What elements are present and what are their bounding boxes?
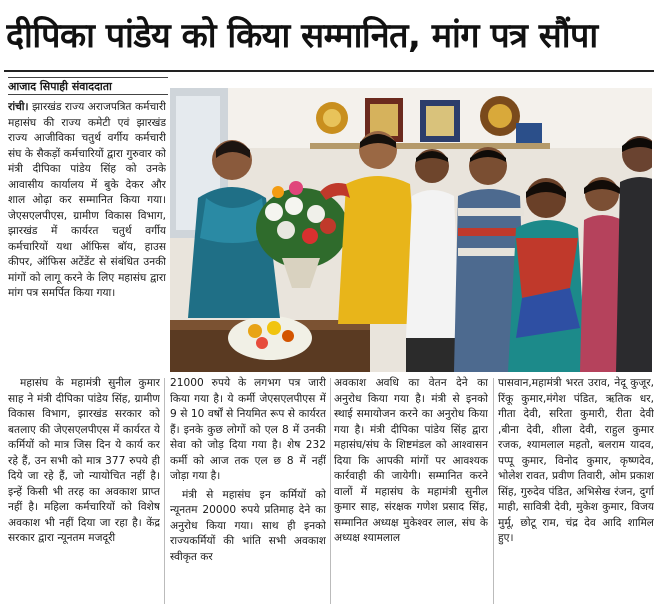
- column-b-text-1: 21000 रुपये के लगभग पत्र जारी किया गया है। ये कर्मी जेएसएलपीएस में 9 से 10 वर्षों से नियमित रूप से कार्यरत हैं। इनके कुछ लोगों को एल 8 में उनकी सेवा को जोड़ दिया गया है। शेष 232 कर्मी को आज तक एल छ 8 में नहीं जोड़ा गया है।: [170, 377, 326, 482]
- column-d-text: पासवान,महामंत्री भरत उराव, नेदू कुजूर, रिंकू कुमार,मंगेश पंडित, ऋतिक धर, गीता देवी, सरिता कुमारी, रीता देवी ,बीना देवी, शीला देवी, राहुल कुमार रजक, श्यामलाल महतो, बलराम यादव, पप्पू कुमार, विनोद कुमार, कृष्णदेव, भोलेश रावत, प्रवीण तिवारी, ओम प्रकाश सिंह, गुरुदेव पंडित, अभिसेख रंजन, दुर्गा माही, सावित्री देवी, मुकेश कुमार, विजय मुर्मू, छोटू राम, चंद्र देव आदि शामिल हुए।: [498, 377, 654, 544]
- column-c: [334, 376, 488, 608]
- headline: दीपिका पांडेय को किया सम्मानित, मांग पत्र सौंपा: [6, 16, 598, 56]
- column-b-text-2: मंत्री से महासंघ इन कर्मियों को न्यूनतम 20000 रुपये प्रतिमाह देने का अनुरोध किया गया। साथ ही इनको राज्यकर्मियों की भांति सभी अवकाश स्वीकृत कर: [170, 488, 326, 563]
- column-b: [170, 376, 326, 608]
- column-a: [8, 376, 160, 608]
- byline: आजाद सिपाही संवाददाता: [8, 77, 168, 95]
- column-a-text: महासंघ के महामंत्री सुनील कुमार साह ने मंत्री दीपिका पांडेय सिंह, ग्रामीण विकास विभाग, झारखंड सरकार को बतलाए की जेएसएलपीएस में कार्यरत ये कर्मियों को मात्र जिस दिन ये कार्य कर रहे हैं, उन सभी को मात्र 377 रुपये ही दिये जा रहे हैं, जो न्यायोचित नहीं है। इन्हें किसी भी तरह का अवकाश प्राप्त नहीं है। महिला कर्मचारियों को विशेष अवकाश भी नहीं दिया जा रहा है। केंद्र सरकार द्वारा न्यूनतम मजदूरी: [8, 377, 160, 544]
- column-divider: [330, 378, 331, 604]
- photo-illustration: [170, 88, 652, 372]
- column-divider: [164, 378, 165, 604]
- column-d: [498, 376, 654, 608]
- intro-column: [8, 100, 166, 372]
- news-photo: [170, 88, 652, 372]
- intro-text: झारखंड राज्य अराजपत्रित कर्मचारी महासंघ की राज्य कमेटी एवं झारखंड राज्य आजीविका चतुर्थ वर्गीय कर्मचारी संघ के सैकड़ों कर्मचारियों द्वारा गुरुवार को मंत्री दीपिका पांडेय सिंह को उनके आवासीय कार्यालय में बुके देकर और शाल ओढ़ा कर सम्मानित किया गया। जेएसएलपीएस, ग्रामीण विकास विभाग, झारखंड में कार्यरत चतुर्थ वर्गीय कर्मचारियों यथा ऑफिस बॉय, हाउस कीपर, ऑफिस अटेंडेंट से संबंधित उनकी मांगों को लागू करने के लिए महासंघ द्वारा मांग पत्र समर्पित किया गया।: [8, 101, 166, 299]
- dateline: रांची।: [8, 101, 29, 113]
- headline-rule: [4, 70, 654, 72]
- column-c-text: अवकाश अवधि का वेतन देने का अनुरोध किया गया है। मंत्री से इनको स्थाई समायोजन करने का अनुरोध किया गया है। मंत्री दीपिका पांडेय सिंह द्वारा महासंघ/संघ के शिष्टमंडल को आश्वासन दिया कि आपकी मांगों पर आवश्यक कार्रवाही की जायेगी। सम्मानित करने वालों में महासंघ के महामंत्री सुनील कुमार साह, संरक्षक गणेश प्रसाद सिंह, सम्मानित अध्यक्ष मुकेश्वर लाल, संघ के अध्यक्ष श्यामलाल: [334, 377, 488, 544]
- column-divider: [493, 378, 494, 604]
